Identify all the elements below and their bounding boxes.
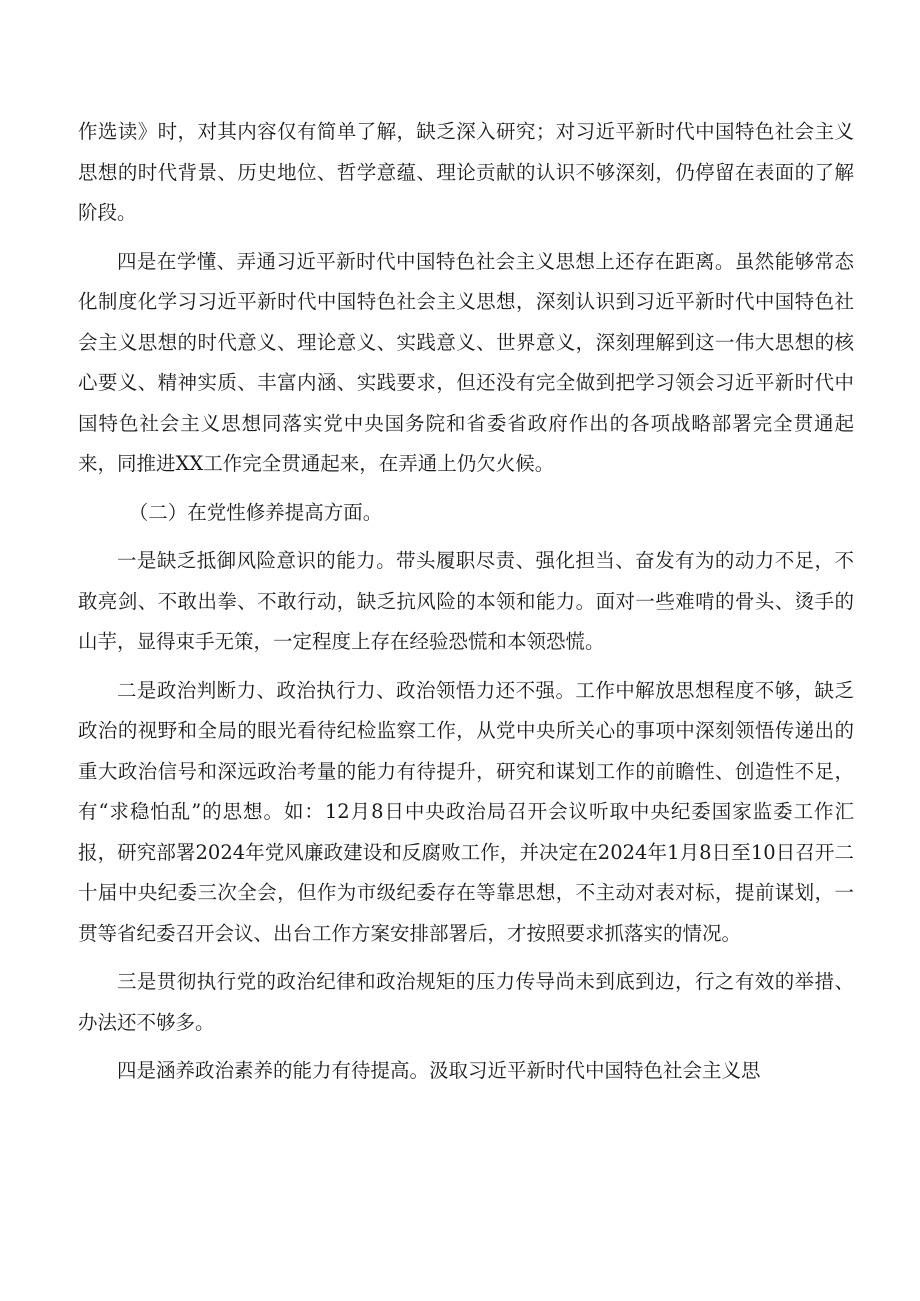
paragraph-point-one-risk: 一是缺乏抵御风险意识的能力。带头履职尽责、强化担当、奋发有为的动力不足，不敢亮剑、不敢出拳、不敢行动，缺乏抗风险的本领和能力。面对一些难啃的骨头、烫手的山芋，显得束手无策，一定程度上存在经验恐慌和本领恐慌。 [78, 549, 854, 653]
section-heading-party-spirit: （二）在党性修养提高方面。 [128, 500, 383, 524]
paragraph-point-two-political: 二是政治判断力、政治执行力、政治领悟力还不强。工作中解放思想程度不够，缺乏政治的视野和全局的眼光看待纪检监察工作，从党中央所关心的事项中深刻领悟传递出的重大政治信号和深远政治考量的能力有待提升，研究和谋划工作的前瞻性、创造性不足，有“求稳怕乱”的思想。如：12月8日中央政治局召开会议听取中央纪委国家监委工作汇报，研究部署2024年党风廉政建设和反腐败工作，并决定在2024年1月8日至10日召开二十届中央纪委三次全会，但作为市级纪委存在等靠思想，不主动对表对标，提前谋划，一贯等省纪委召开会议、出台工作方案安排部署后，才按照要求抓落实的情况。 [78, 678, 854, 945]
paragraph-continuation: 作选读》时，对其内容仅有简单了解，缺乏深入研究；对习近平新时代中国特色社会主义思想的时代背景、历史地位、哲学意蕴、理论贡献的认识不够深刻，仍停留在表面的了解阶段。 [78, 120, 854, 224]
document-body [78, 112, 854, 1100]
paragraph-point-four-study: 四是在学懂、弄通习近平新时代中国特色社会主义思想上还存在距离。虽然能够常态化制度化学习习近平新时代中国特色社会主义思想，深刻认识到习近平新时代中国特色社会主义思想的时代意义、理论意义、实践意义、世界意义，深刻理解到这一伟大思想的核心要义、精神实质、丰富内涵、实践要求，但还没有完全做到把学习领会习近平新时代中国特色社会主义思想同落实党中央国务院和省委省政府作出的各项战略部署完全贯通起来，同推进XX工作完全贯通起来，在弄通上仍欠火候。 [78, 249, 854, 475]
paragraph-point-three-discipline: 三是贯彻执行党的政治纪律和政治规矩的压力传导尚未到底到边，行之有效的举措、办法还不够多。 [78, 970, 854, 1034]
paragraph-point-four-literacy: 四是涵养政治素养的能力有待提高。汲取习近平新时代中国特色社会主义思 [117, 1059, 761, 1082]
